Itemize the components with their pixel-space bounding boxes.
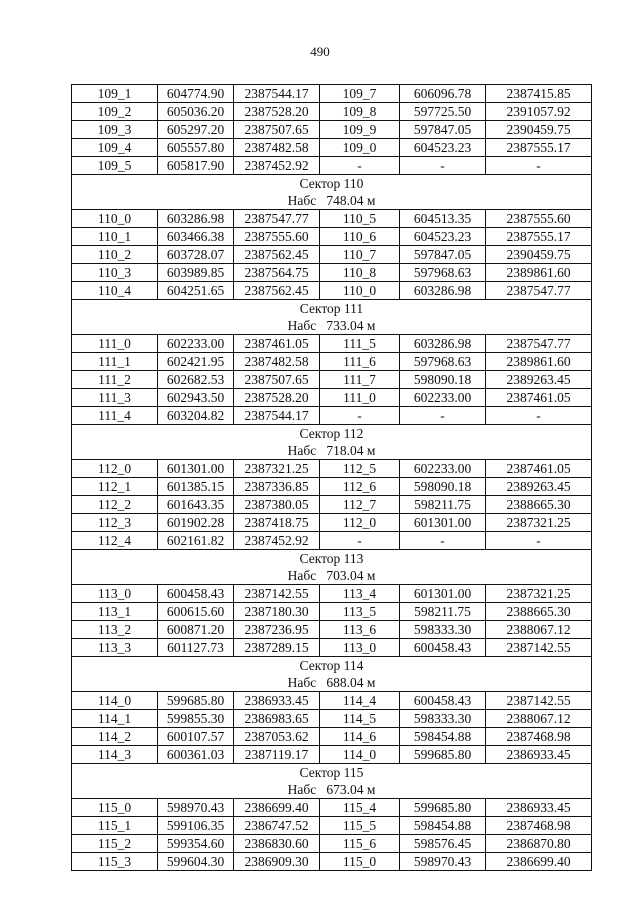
table-row (72, 532, 592, 550)
x-coord-cell: 598211.75 (400, 603, 486, 621)
x-coord-cell: 598454.88 (400, 817, 486, 835)
y-coord-cell: 2387555.17 (486, 228, 592, 246)
x-coord-cell: - (400, 532, 486, 550)
x-coord-cell: - (400, 157, 486, 175)
point-id-cell: 114_1 (72, 710, 158, 728)
sector-heading-row (72, 657, 592, 675)
y-coord-cell: - (486, 532, 592, 550)
sector-elevation: Набс 673.04 м (72, 781, 592, 799)
sector-title: Сектор 111 (72, 300, 592, 318)
y-coord-cell: 2386909.30 (234, 853, 320, 871)
x-coord-cell: 606096.78 (400, 85, 486, 103)
point-id-cell: 111_0 (72, 335, 158, 353)
sector-elevation-row (72, 317, 592, 335)
x-coord-cell: 600458.43 (400, 692, 486, 710)
x-coord-cell: 601301.00 (400, 585, 486, 603)
x-coord-cell: 604523.23 (400, 228, 486, 246)
x-coord-cell: 598970.43 (400, 853, 486, 871)
table-row (72, 817, 592, 835)
point-id-cell: 110_2 (72, 246, 158, 264)
y-coord-cell: 2387555.60 (234, 228, 320, 246)
y-coord-cell: 2387544.17 (234, 407, 320, 425)
point-id-cell: 115_3 (72, 853, 158, 871)
x-coord-cell: - (400, 407, 486, 425)
sector-elevation: Набс 748.04 м (72, 192, 592, 210)
x-coord-cell: 597968.63 (400, 264, 486, 282)
point-id-cell: 113_1 (72, 603, 158, 621)
x-coord-cell: 599685.80 (158, 692, 234, 710)
y-coord-cell: 2387547.77 (486, 335, 592, 353)
y-coord-cell: 2387461.05 (234, 335, 320, 353)
point-id-cell: 112_2 (72, 496, 158, 514)
point-id-cell: 115_5 (320, 817, 400, 835)
x-coord-cell: 599604.30 (158, 853, 234, 871)
y-coord-cell: 2387564.75 (234, 264, 320, 282)
y-coord-cell: 2387507.65 (234, 371, 320, 389)
sector-elevation-row (72, 674, 592, 692)
sector-heading-row (72, 425, 592, 443)
x-coord-cell: 605036.20 (158, 103, 234, 121)
point-id-cell: 111_4 (72, 407, 158, 425)
x-coord-cell: 597725.50 (400, 103, 486, 121)
point-id-cell: 113_4 (320, 585, 400, 603)
point-id-cell: 109_5 (72, 157, 158, 175)
x-coord-cell: 598090.18 (400, 371, 486, 389)
table-row (72, 210, 592, 228)
x-coord-cell: 602682.53 (158, 371, 234, 389)
y-coord-cell: 2387142.55 (486, 692, 592, 710)
y-coord-cell: 2387053.62 (234, 728, 320, 746)
y-coord-cell: 2387380.05 (234, 496, 320, 514)
y-coord-cell: 2387507.65 (234, 121, 320, 139)
y-coord-cell: - (486, 407, 592, 425)
point-id-cell: 115_2 (72, 835, 158, 853)
y-coord-cell: 2388665.30 (486, 496, 592, 514)
x-coord-cell: 603728.07 (158, 246, 234, 264)
point-id-cell: 115_1 (72, 817, 158, 835)
table-row (72, 835, 592, 853)
y-coord-cell: 2387547.77 (486, 282, 592, 300)
x-coord-cell: 598211.75 (400, 496, 486, 514)
table-row (72, 264, 592, 282)
table-row (72, 585, 592, 603)
y-coord-cell: 2387321.25 (486, 514, 592, 532)
y-coord-cell: - (486, 157, 592, 175)
y-coord-cell: 2386699.40 (234, 799, 320, 817)
point-id-cell: 109_2 (72, 103, 158, 121)
y-coord-cell: 2387336.85 (234, 478, 320, 496)
point-id-cell: 115_0 (72, 799, 158, 817)
y-coord-cell: 2387482.58 (234, 353, 320, 371)
y-coord-cell: 2388067.12 (486, 710, 592, 728)
y-coord-cell: 2388067.12 (486, 621, 592, 639)
point-id-cell: 112_7 (320, 496, 400, 514)
y-coord-cell: 2387461.05 (486, 460, 592, 478)
point-id-cell: 114_3 (72, 746, 158, 764)
sector-elevation-row (72, 781, 592, 799)
sector-title: Сектор 115 (72, 764, 592, 782)
y-coord-cell: 2386747.52 (234, 817, 320, 835)
y-coord-cell: 2389263.45 (486, 371, 592, 389)
sector-heading-row (72, 300, 592, 318)
point-id-cell: 113_6 (320, 621, 400, 639)
x-coord-cell: 600871.20 (158, 621, 234, 639)
x-coord-cell: 597847.05 (400, 121, 486, 139)
x-coord-cell: 598576.45 (400, 835, 486, 853)
sector-heading-row (72, 175, 592, 193)
point-id-cell: 111_7 (320, 371, 400, 389)
table-row (72, 407, 592, 425)
point-id-cell: 110_6 (320, 228, 400, 246)
y-coord-cell: 2387547.77 (234, 210, 320, 228)
x-coord-cell: 600458.43 (400, 639, 486, 657)
x-coord-cell: 599685.80 (400, 746, 486, 764)
table-row (72, 157, 592, 175)
sector-heading-row (72, 550, 592, 568)
table-row (72, 603, 592, 621)
x-coord-cell: 602943.50 (158, 389, 234, 407)
point-id-cell: 114_0 (320, 746, 400, 764)
table-row (72, 728, 592, 746)
sector-elevation: Набс 688.04 м (72, 674, 592, 692)
point-id-cell: 114_5 (320, 710, 400, 728)
x-coord-cell: 603286.98 (400, 335, 486, 353)
x-coord-cell: 601301.00 (158, 460, 234, 478)
table-row (72, 799, 592, 817)
y-coord-cell: 2387452.92 (234, 532, 320, 550)
table-row (72, 103, 592, 121)
y-coord-cell: 2386870.80 (486, 835, 592, 853)
point-id-cell: 113_0 (320, 639, 400, 657)
sector-title: Сектор 113 (72, 550, 592, 568)
x-coord-cell: 597968.63 (400, 353, 486, 371)
sector-elevation-row (72, 567, 592, 585)
table-row (72, 371, 592, 389)
table-row (72, 85, 592, 103)
y-coord-cell: 2388665.30 (486, 603, 592, 621)
x-coord-cell: 601301.00 (400, 514, 486, 532)
y-coord-cell: 2389861.60 (486, 264, 592, 282)
x-coord-cell: 603466.38 (158, 228, 234, 246)
point-id-cell: 109_7 (320, 85, 400, 103)
y-coord-cell: 2387562.45 (234, 246, 320, 264)
point-id-cell: 115_6 (320, 835, 400, 853)
point-id-cell: 112_3 (72, 514, 158, 532)
point-id-cell: 111_3 (72, 389, 158, 407)
point-id-cell: 112_5 (320, 460, 400, 478)
y-coord-cell: 2387555.17 (486, 139, 592, 157)
y-coord-cell: 2389861.60 (486, 353, 592, 371)
y-coord-cell: 2387562.45 (234, 282, 320, 300)
x-coord-cell: 600458.43 (158, 585, 234, 603)
table-row (72, 478, 592, 496)
point-id-cell: 110_0 (72, 210, 158, 228)
x-coord-cell: 602233.00 (400, 460, 486, 478)
x-coord-cell: 599685.80 (400, 799, 486, 817)
point-id-cell: 112_0 (72, 460, 158, 478)
table-row (72, 353, 592, 371)
y-coord-cell: 2387418.75 (234, 514, 320, 532)
point-id-cell: 112_4 (72, 532, 158, 550)
y-coord-cell: 2387482.58 (234, 139, 320, 157)
sector-title: Сектор 114 (72, 657, 592, 675)
sector-elevation-row (72, 192, 592, 210)
x-coord-cell: 598333.30 (400, 621, 486, 639)
x-coord-cell: 605817.90 (158, 157, 234, 175)
x-coord-cell: 601385.15 (158, 478, 234, 496)
x-coord-cell: 598970.43 (158, 799, 234, 817)
table-row (72, 692, 592, 710)
table-row (72, 228, 592, 246)
table-row (72, 335, 592, 353)
y-coord-cell: 2387461.05 (486, 389, 592, 407)
y-coord-cell: 2387452.92 (234, 157, 320, 175)
y-coord-cell: 2387180.30 (234, 603, 320, 621)
table-row (72, 282, 592, 300)
y-coord-cell: 2387528.20 (234, 389, 320, 407)
point-id-cell: - (320, 407, 400, 425)
y-coord-cell: 2390459.75 (486, 246, 592, 264)
point-id-cell: 111_0 (320, 389, 400, 407)
point-id-cell: 110_1 (72, 228, 158, 246)
point-id-cell: 109_3 (72, 121, 158, 139)
table-row (72, 746, 592, 764)
point-id-cell: 113_5 (320, 603, 400, 621)
sector-title: Сектор 112 (72, 425, 592, 443)
point-id-cell: 110_8 (320, 264, 400, 282)
table-row (72, 853, 592, 871)
y-coord-cell: 2387468.98 (486, 728, 592, 746)
x-coord-cell: 603286.98 (400, 282, 486, 300)
x-coord-cell: 598090.18 (400, 478, 486, 496)
point-id-cell: 111_6 (320, 353, 400, 371)
table-row (72, 710, 592, 728)
table-row (72, 496, 592, 514)
y-coord-cell: 2387321.25 (486, 585, 592, 603)
table-row (72, 514, 592, 532)
table-row (72, 139, 592, 157)
sector-heading-row (72, 764, 592, 782)
y-coord-cell: 2390459.75 (486, 121, 592, 139)
point-id-cell: 109_9 (320, 121, 400, 139)
y-coord-cell: 2387528.20 (234, 103, 320, 121)
y-coord-cell: 2386933.45 (486, 799, 592, 817)
y-coord-cell: 2387142.55 (234, 585, 320, 603)
point-id-cell: 115_0 (320, 853, 400, 871)
y-coord-cell: 2387142.55 (486, 639, 592, 657)
y-coord-cell: 2389263.45 (486, 478, 592, 496)
point-id-cell: 114_0 (72, 692, 158, 710)
table-row (72, 639, 592, 657)
point-id-cell: 110_5 (320, 210, 400, 228)
point-id-cell: 110_4 (72, 282, 158, 300)
point-id-cell: 113_3 (72, 639, 158, 657)
x-coord-cell: 601127.73 (158, 639, 234, 657)
x-coord-cell: 601643.35 (158, 496, 234, 514)
sector-elevation: Набс 703.04 м (72, 567, 592, 585)
y-coord-cell: 2386699.40 (486, 853, 592, 871)
y-coord-cell: 2387468.98 (486, 817, 592, 835)
coordinates-table (71, 84, 592, 871)
x-coord-cell: 600361.03 (158, 746, 234, 764)
x-coord-cell: 598333.30 (400, 710, 486, 728)
sector-elevation: Набс 733.04 м (72, 317, 592, 335)
point-id-cell: 110_7 (320, 246, 400, 264)
x-coord-cell: 604513.35 (400, 210, 486, 228)
y-coord-cell: 2387119.17 (234, 746, 320, 764)
y-coord-cell: 2386830.60 (234, 835, 320, 853)
y-coord-cell: 2387555.60 (486, 210, 592, 228)
table-row (72, 389, 592, 407)
point-id-cell: 114_2 (72, 728, 158, 746)
x-coord-cell: 605557.80 (158, 139, 234, 157)
x-coord-cell: 602421.95 (158, 353, 234, 371)
point-id-cell: 110_0 (320, 282, 400, 300)
point-id-cell: 109_8 (320, 103, 400, 121)
x-coord-cell: 604774.90 (158, 85, 234, 103)
point-id-cell: 114_6 (320, 728, 400, 746)
y-coord-cell: 2387415.85 (486, 85, 592, 103)
x-coord-cell: 599106.35 (158, 817, 234, 835)
point-id-cell: 113_2 (72, 621, 158, 639)
x-coord-cell: 604251.65 (158, 282, 234, 300)
point-id-cell: 111_2 (72, 371, 158, 389)
y-coord-cell: 2386933.45 (486, 746, 592, 764)
x-coord-cell: 604523.23 (400, 139, 486, 157)
point-id-cell: 114_4 (320, 692, 400, 710)
y-coord-cell: 2387289.15 (234, 639, 320, 657)
x-coord-cell: 601902.28 (158, 514, 234, 532)
x-coord-cell: 599354.60 (158, 835, 234, 853)
sector-elevation-row (72, 442, 592, 460)
x-coord-cell: 599855.30 (158, 710, 234, 728)
y-coord-cell: 2387544.17 (234, 85, 320, 103)
x-coord-cell: 598454.88 (400, 728, 486, 746)
point-id-cell: 111_1 (72, 353, 158, 371)
point-id-cell: - (320, 157, 400, 175)
x-coord-cell: 605297.20 (158, 121, 234, 139)
table-row (72, 621, 592, 639)
x-coord-cell: 603989.85 (158, 264, 234, 282)
x-coord-cell: 603204.82 (158, 407, 234, 425)
table-row (72, 246, 592, 264)
point-id-cell: 112_6 (320, 478, 400, 496)
point-id-cell: 112_1 (72, 478, 158, 496)
point-id-cell: 113_0 (72, 585, 158, 603)
point-id-cell: 109_4 (72, 139, 158, 157)
y-coord-cell: 2387321.25 (234, 460, 320, 478)
y-coord-cell: 2391057.92 (486, 103, 592, 121)
sector-elevation: Набс 718.04 м (72, 442, 592, 460)
x-coord-cell: 600615.60 (158, 603, 234, 621)
table-row (72, 121, 592, 139)
point-id-cell: 115_4 (320, 799, 400, 817)
x-coord-cell: 597847.05 (400, 246, 486, 264)
y-coord-cell: 2386933.45 (234, 692, 320, 710)
point-id-cell: 112_0 (320, 514, 400, 532)
y-coord-cell: 2387236.95 (234, 621, 320, 639)
page-number: 490 (310, 44, 330, 59)
x-coord-cell: 600107.57 (158, 728, 234, 746)
point-id-cell: 111_5 (320, 335, 400, 353)
y-coord-cell: 2386983.65 (234, 710, 320, 728)
point-id-cell: - (320, 532, 400, 550)
x-coord-cell: 602233.00 (400, 389, 486, 407)
sector-title: Сектор 110 (72, 175, 592, 193)
point-id-cell: 110_3 (72, 264, 158, 282)
table-row (72, 460, 592, 478)
x-coord-cell: 602161.82 (158, 532, 234, 550)
x-coord-cell: 603286.98 (158, 210, 234, 228)
point-id-cell: 109_0 (320, 139, 400, 157)
point-id-cell: 109_1 (72, 85, 158, 103)
x-coord-cell: 602233.00 (158, 335, 234, 353)
